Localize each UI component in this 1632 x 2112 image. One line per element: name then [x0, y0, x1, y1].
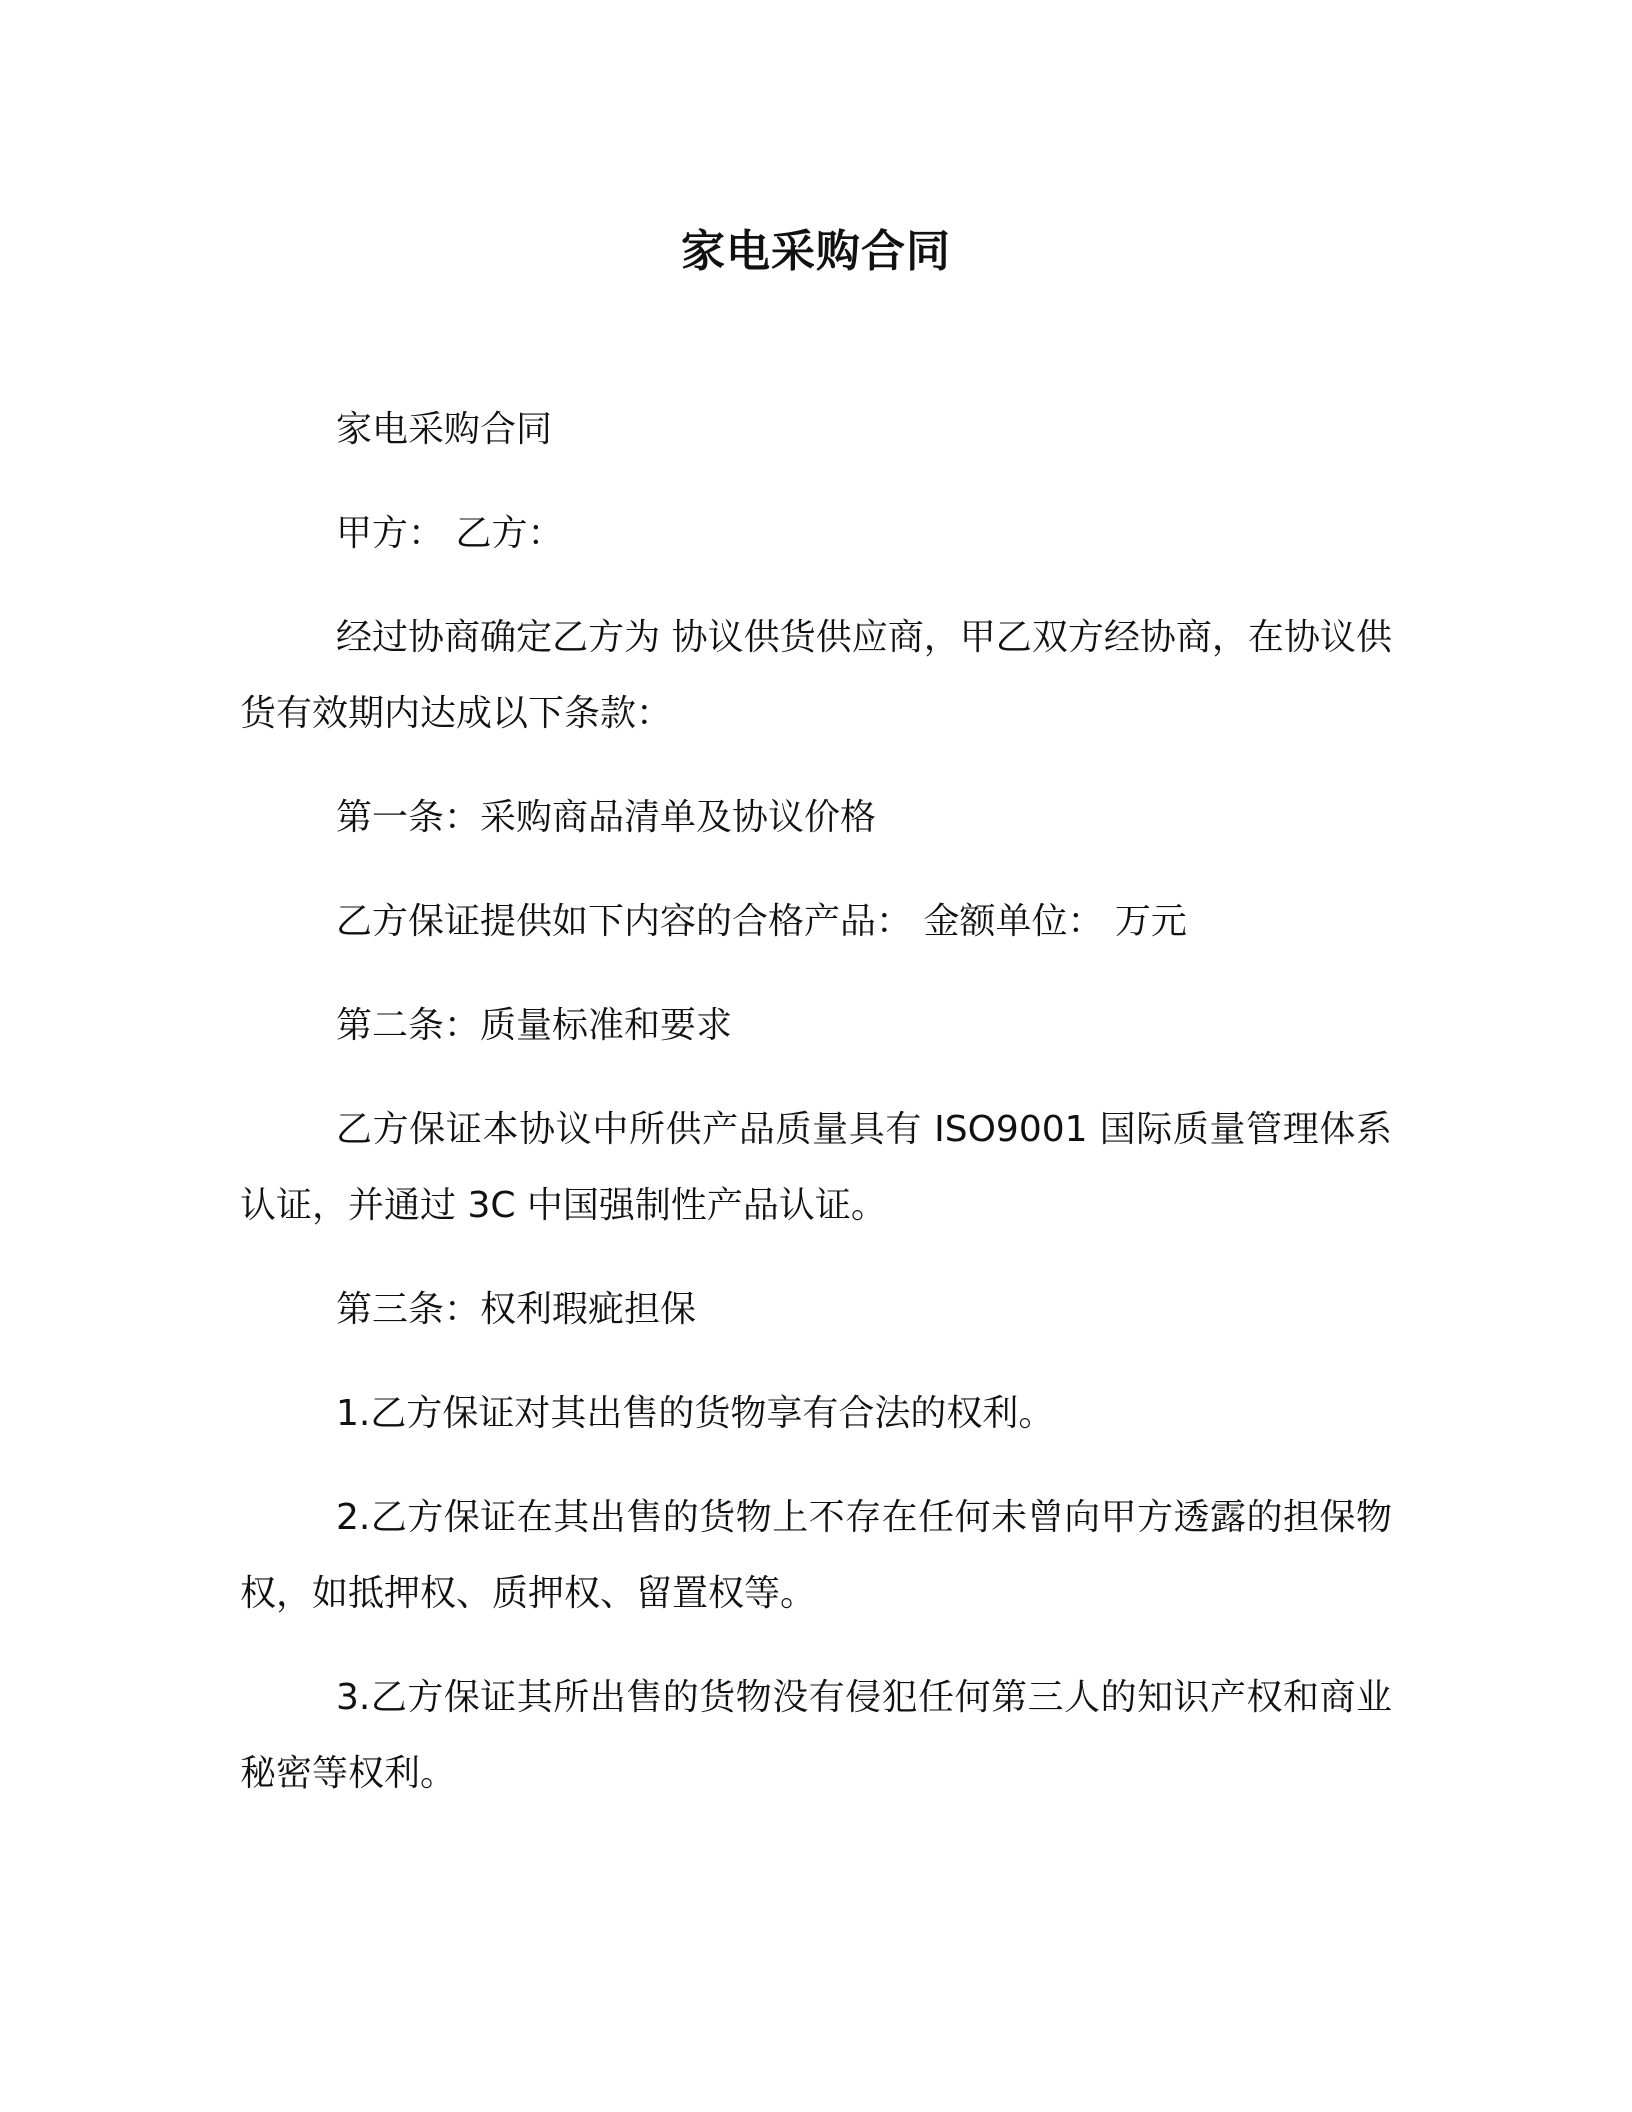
article-1-text: 乙方保证提供如下内容的合格产品： 金额单位： 万元: [336, 901, 1187, 942]
article-3-item-2: 2.乙方保证在其出售的货物上不存在任何未曾向甲方透露的担保物权，如抵押权、质押权、留置权等。: [240, 1497, 1392, 1614]
document-body: [240, 392, 1392, 1840]
paragraph-intro: 经过协商确定乙方为 协议供货供应商，甲乙双方经协商，在协议供货有效期内达成以下条款：: [240, 617, 1392, 734]
document-title: 家电采购合同: [681, 226, 951, 277]
article-3-heading: 第三条：权利瑕疵担保: [336, 1289, 697, 1330]
article-2-heading: 第二条：质量标准和要求: [336, 1005, 733, 1046]
article-3-item-3: 3.乙方保证其所出售的货物没有侵犯任何第三人的知识产权和商业秘密等权利。: [240, 1677, 1392, 1794]
article-3-item-1: 1.乙方保证对其出售的货物享有合法的权利。: [336, 1393, 1055, 1434]
paragraph-parties: 甲方： 乙方：: [336, 513, 564, 554]
article-1-heading: 第一条：采购商品清单及协议价格: [336, 797, 877, 838]
paragraph-heading: 家电采购合同: [336, 409, 553, 450]
article-2-text: 乙方保证本协议中所供产品质量具有 ISO9001 国际质量管理体系认证，并通过 3C 中国强制性产品认证。: [240, 1109, 1392, 1226]
